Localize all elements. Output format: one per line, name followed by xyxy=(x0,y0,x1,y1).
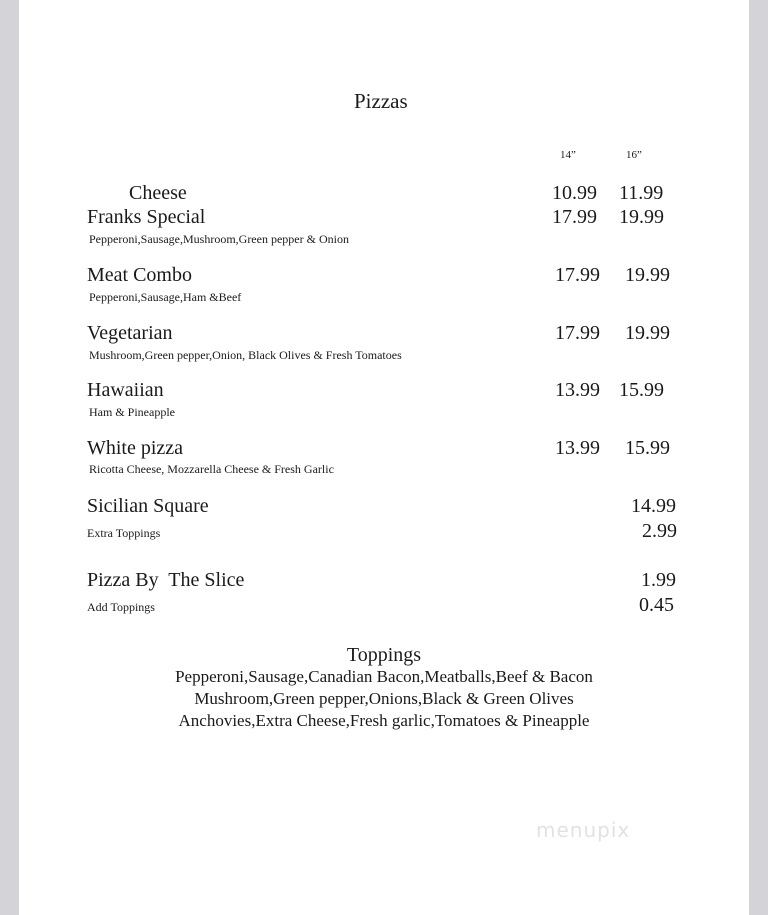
toppings-line: Mushroom,Green pepper,Onions,Black & Green Olives xyxy=(194,689,574,708)
toppings-line: Pepperoni,Sausage,Canadian Bacon,Meatballs,Beef & Bacon xyxy=(175,667,593,686)
price-16-cheese: 11.99 xyxy=(619,182,664,204)
item-name-franks-special: Franks Special xyxy=(87,206,206,228)
item-desc-meat-combo: Pepperoni,Sausage,Ham &Beef xyxy=(89,290,242,304)
add-toppings-price: 0.45 xyxy=(639,594,674,616)
menu-page xyxy=(19,0,749,915)
item-name-sicilian-square: Sicilian Square xyxy=(87,495,209,517)
price-16-franks-special: 19.99 xyxy=(619,206,664,228)
price-16-vegetarian: 19.99 xyxy=(625,322,670,344)
item-name-vegetarian: Vegetarian xyxy=(87,322,173,344)
price-14-hawaiian: 13.99 xyxy=(555,379,600,401)
price-sicilian-square: 14.99 xyxy=(631,495,676,517)
size-header-14: 14” xyxy=(560,149,576,161)
extra-toppings-label: Extra Toppings xyxy=(87,526,161,540)
item-name-pizza-by-the-slice: Pizza By The Slice xyxy=(87,569,245,591)
price-14-white-pizza: 13.99 xyxy=(555,437,600,459)
extra-toppings-price: 2.99 xyxy=(642,520,677,542)
toppings-title: Toppings xyxy=(346,644,422,666)
price-16-white-pizza: 15.99 xyxy=(625,437,670,459)
price-14-meat-combo: 17.99 xyxy=(555,264,600,286)
item-desc-franks-special: Pepperoni,Sausage,Mushroom,Green pepper & Onion xyxy=(89,232,349,246)
price-pizza-by-the-slice: 1.99 xyxy=(641,569,676,591)
item-name-hawaiian: Hawaiian xyxy=(87,379,164,401)
item-name-white-pizza: White pizza xyxy=(87,437,184,459)
item-name-meat-combo: Meat Combo xyxy=(87,264,192,286)
price-16-meat-combo: 19.99 xyxy=(625,264,670,286)
size-header-16: 16” xyxy=(626,149,642,161)
price-16-hawaiian: 15.99 xyxy=(619,379,664,401)
item-desc-white-pizza: Ricotta Cheese, Mozzarella Cheese & Fresh Garlic xyxy=(89,462,334,476)
item-desc-hawaiian: Ham & Pineapple xyxy=(89,405,175,419)
item-desc-vegetarian: Mushroom,Green pepper,Onion, Black Olives & Fresh Tomatoes xyxy=(89,348,402,362)
price-14-cheese: 10.99 xyxy=(552,182,597,204)
item-name-cheese: Cheese xyxy=(129,182,187,204)
toppings-line: Anchovies,Extra Cheese,Fresh garlic,Tomatoes & Pineapple xyxy=(178,711,590,730)
menupix-watermark: menupix xyxy=(536,818,631,842)
add-toppings-label: Add Toppings xyxy=(87,600,155,614)
price-14-franks-special: 17.99 xyxy=(552,206,597,228)
price-14-vegetarian: 17.99 xyxy=(555,322,600,344)
page-title: Pizzas xyxy=(354,89,408,113)
